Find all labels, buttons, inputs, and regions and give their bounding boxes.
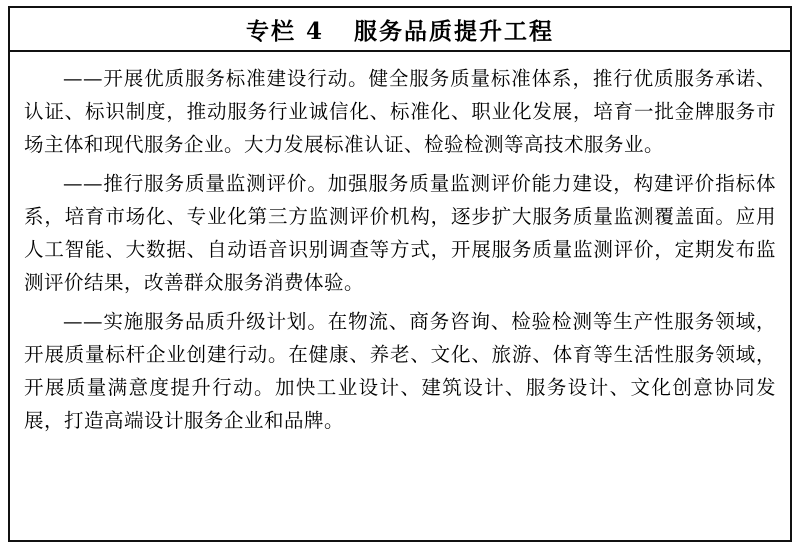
paragraph: ——开展优质服务标准建设行动。健全服务质量标准体系，推行优质服务承诺、认证、标识制度，推动服务行业诚信化、标准化、职业化发展，培育一批金牌服务市场主体和现代服务企业。大力发展标准认证、检验检测等高技术服务业。: [24, 67, 776, 156]
page-title: 专栏 4 服务品质提升工程: [245, 17, 555, 45]
paragraph: ——实施服务品质升级计划。在物流、商务咨询、检验检测等生产性服务领域，开展质量标杆企业创建行动。在健康、养老、文化、旅游、体育等生活性服务领域，开展质量满意度提升行动。加快工业设计、建筑设计、服务设计、文化创意协同发展，打造高端设计服务企业和品牌。: [24, 310, 776, 432]
callout-box: [8, 6, 792, 542]
callout-body: [10, 52, 790, 437]
callout-title-bar: [10, 8, 790, 52]
paragraph: ——推行服务质量监测评价。加强服务质量监测评价能力建设，构建评价指标体系，培育市场化、专业化第三方监测评价机构，逐步扩大服务质量监测覆盖面。应用人工智能、大数据、自动语音识别调查等方式，开展服务质量监测评价，定期发布监测评价结果，改善群众服务消费体验。: [24, 172, 776, 294]
